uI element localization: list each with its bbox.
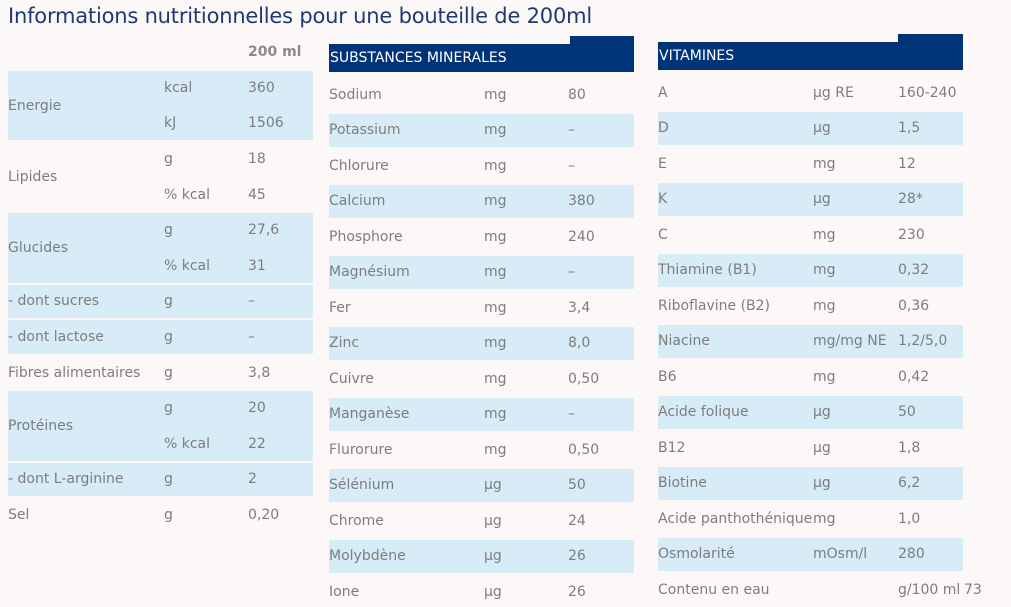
- minerals-unit: mg: [484, 264, 507, 281]
- minerals-name: Molybdène: [329, 548, 406, 565]
- vitamins-value: 1,0: [898, 510, 921, 527]
- nutrition-value: 0,20: [248, 507, 280, 523]
- minerals-name: Flurorure: [329, 441, 393, 458]
- minerals-value: 26: [568, 548, 586, 565]
- vitamins-header-tab: [898, 34, 963, 42]
- nutrition-value: 2: [248, 471, 257, 488]
- vitamins-name: Acide panthothénique: [658, 510, 813, 527]
- minerals-name: Sélénium: [329, 477, 395, 494]
- vitamins-value: 28*: [898, 191, 923, 208]
- nutrition-unit: g: [164, 471, 173, 488]
- nutrition-value: 45: [248, 186, 266, 203]
- minerals-name: Chrome: [329, 512, 384, 529]
- vitamins-value: 230: [898, 226, 925, 243]
- minerals-value: 0,50: [568, 370, 600, 387]
- minerals-unit: mg: [484, 157, 507, 174]
- minerals-value: 80: [568, 86, 586, 103]
- nutrition-value: 31: [248, 257, 266, 274]
- minerals-unit: mg: [484, 441, 507, 458]
- vitamins-unit: µg: [813, 120, 831, 137]
- minerals-name: Sodium: [329, 86, 382, 103]
- vitamins-name: A: [658, 84, 668, 101]
- vitamins-name: Biotine: [658, 475, 707, 492]
- vitamins-unit: µg: [813, 439, 831, 456]
- vitamins-unit: mg: [813, 262, 836, 279]
- minerals-name: Magnésium: [329, 264, 410, 281]
- minerals-value: 3,4: [568, 299, 591, 316]
- vitamins-value: 6,2: [898, 475, 921, 492]
- minerals-value: 24: [568, 512, 586, 529]
- nutrition-unit: % kcal: [164, 257, 211, 274]
- nutrition-unit: g: [164, 507, 173, 523]
- vitamins-unit: µg: [813, 191, 831, 208]
- minerals-name: Ione: [329, 583, 360, 600]
- minerals-header-label: SUBSTANCES MINERALES: [330, 50, 507, 66]
- vitamins-name: D: [658, 120, 669, 137]
- nutrition-unit: % kcal: [164, 186, 211, 203]
- minerals-unit: mg: [484, 228, 507, 245]
- minerals-unit: mg: [484, 406, 507, 423]
- minerals-name: Potassium: [329, 122, 401, 139]
- nutrition-label: Fibres alimentaires: [8, 364, 141, 381]
- minerals-value: 50: [568, 477, 586, 494]
- nutrition-unit: g: [164, 364, 173, 381]
- vitamins-value: 0,36: [898, 297, 930, 314]
- vitamins-unit: mg: [813, 226, 836, 243]
- vitamins-unit: mg: [813, 297, 836, 314]
- minerals-value: 380: [568, 193, 595, 210]
- vitamins-unit: mg/mg NE: [813, 333, 887, 350]
- vitamins-name: B6: [658, 368, 677, 385]
- vitamins-name: Riboflavine (B2): [658, 297, 771, 314]
- nutrition-unit: kJ: [164, 115, 177, 132]
- minerals-value: 8,0: [568, 335, 591, 352]
- minerals-unit: µg: [484, 583, 502, 600]
- vitamins-name: Acide folique: [658, 404, 749, 421]
- minerals-name: Calcium: [329, 193, 386, 210]
- nutrition-label: Energie: [8, 97, 62, 114]
- minerals-value: –: [568, 264, 575, 281]
- minerals-name: Phosphore: [329, 228, 403, 245]
- nutrition-label: Sel: [8, 507, 30, 523]
- nutrition-label: Glucides: [8, 240, 68, 256]
- vitamins-value: 73: [964, 581, 982, 598]
- vitamins-value: 0,32: [898, 262, 930, 279]
- nutrition-unit: g: [164, 151, 173, 167]
- nutrition-label: Protéines: [8, 418, 73, 434]
- minerals-value: –: [568, 122, 575, 139]
- vitamins-unit: µg: [813, 404, 831, 421]
- vitamins-value: 0,42: [898, 368, 930, 385]
- vitamins-value: 1,8: [898, 439, 921, 456]
- minerals-value: 26: [568, 583, 586, 600]
- minerals-name: Zinc: [329, 335, 360, 352]
- minerals-unit: mg: [484, 86, 507, 103]
- nutrition-value: 3,8: [248, 364, 271, 381]
- minerals-unit: mg: [484, 299, 507, 316]
- nutrition-unit: % kcal: [164, 435, 211, 452]
- vitamins-unit: µg: [813, 475, 831, 492]
- nutrition-unit: g: [164, 222, 173, 239]
- nutrition-unit: kcal: [164, 79, 193, 96]
- minerals-name: Fer: [329, 299, 351, 316]
- nutrition-unit: g: [164, 400, 173, 417]
- vitamins-unit: mg: [813, 155, 836, 172]
- vitamins-header: [658, 42, 963, 70]
- minerals-header: [329, 44, 634, 72]
- vitamins-name: Thiamine (B1): [658, 262, 757, 279]
- minerals-unit: mg: [484, 335, 507, 352]
- nutrition-column-header: 200 ml: [248, 44, 302, 60]
- page-title: Informations nutritionnelles pour une bouteille de 200ml: [8, 4, 593, 28]
- vitamins-header-label: VITAMINES: [659, 48, 735, 64]
- minerals-unit: µg: [484, 477, 502, 494]
- vitamins-unit: mOsm/l: [813, 546, 868, 563]
- vitamins-value: 50: [898, 404, 916, 421]
- vitamins-unit: µg RE: [813, 84, 854, 101]
- vitamins-name: C: [658, 226, 668, 243]
- nutrition-value: 1506: [248, 115, 284, 132]
- minerals-name: Chlorure: [329, 157, 389, 174]
- minerals-header-tab: [570, 36, 634, 44]
- nutrition-value: –: [248, 293, 255, 310]
- vitamins-unit: mg: [813, 368, 836, 385]
- minerals-name: Manganèse: [329, 406, 410, 423]
- vitamins-unit: mg: [813, 510, 836, 527]
- minerals-unit: µg: [484, 512, 502, 529]
- nutrition-value: 27,6: [248, 222, 280, 239]
- minerals-value: –: [568, 406, 575, 423]
- minerals-unit: µg: [484, 548, 502, 565]
- nutrition-unit: g: [164, 293, 173, 310]
- vitamins-value: 160-240: [898, 84, 957, 101]
- minerals-unit: mg: [484, 370, 507, 387]
- minerals-value: 0,50: [568, 441, 600, 458]
- nutrition-unit: g: [164, 329, 173, 345]
- vitamins-value: 1,5: [898, 120, 921, 137]
- nutrition-label: - dont lactose: [8, 329, 104, 345]
- vitamins-name: Osmolarité: [658, 546, 735, 563]
- nutrition-value: 360: [248, 79, 275, 96]
- vitamins-value: 280: [898, 546, 925, 563]
- minerals-unit: mg: [484, 122, 507, 139]
- vitamins-name: Niacine: [658, 333, 711, 350]
- vitamins-unit: g/100 ml: [898, 581, 961, 598]
- nutrition-value: 20: [248, 400, 266, 417]
- nutrition-value: –: [248, 329, 255, 345]
- vitamins-name: K: [658, 191, 668, 208]
- minerals-name: Cuivre: [329, 370, 374, 387]
- minerals-value: 240: [568, 228, 595, 245]
- vitamins-name: Contenu en eau: [658, 581, 770, 598]
- minerals-value: –: [568, 157, 575, 174]
- vitamins-value: 12: [898, 155, 916, 172]
- nutrition-label: Lipides: [8, 168, 58, 185]
- vitamins-value: 1,2/5,0: [898, 333, 948, 350]
- nutrition-label: - dont sucres: [8, 293, 99, 310]
- nutrition-label: - dont L-arginine: [8, 471, 124, 488]
- vitamins-name: E: [658, 155, 667, 172]
- nutrition-value: 22: [248, 435, 266, 452]
- vitamins-name: B12: [658, 439, 686, 456]
- minerals-unit: mg: [484, 193, 507, 210]
- nutrition-value: 18: [248, 151, 266, 167]
